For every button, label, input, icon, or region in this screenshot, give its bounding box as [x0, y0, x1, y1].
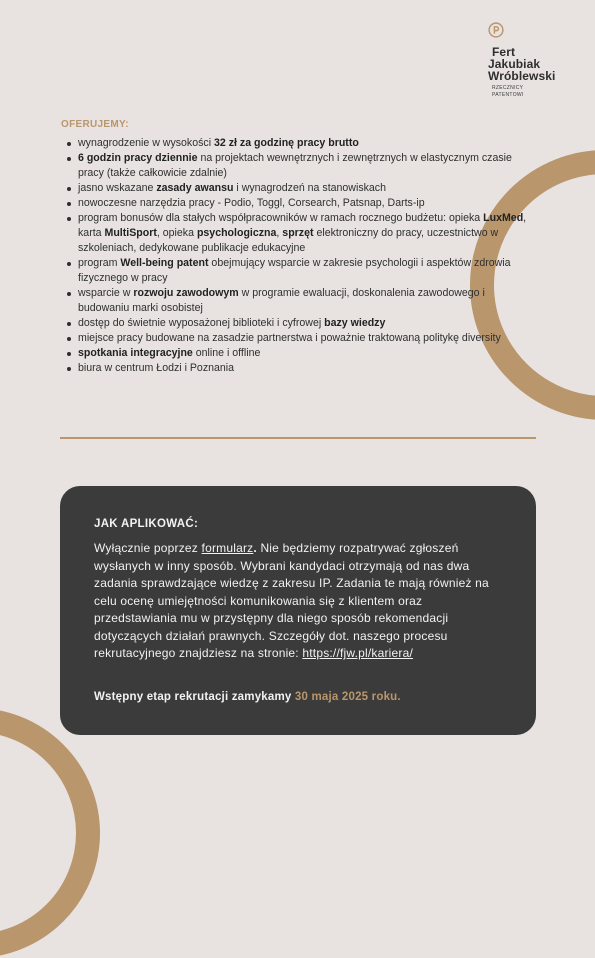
list-item: program Well-being patent obejmujący wsparcie w zakresie psychologii i aspektów zdrowia fizycznego w pracy	[61, 256, 531, 286]
company-logo	[488, 22, 588, 98]
list-item: dostęp do świetnie wyposażonej biblioteki i cyfrowej bazy wiedzy	[61, 316, 531, 331]
list-item: spotkania integracyjne online i offline	[61, 346, 531, 361]
logo-name	[488, 46, 588, 82]
logo-sub-line1: RZECZNICY	[492, 85, 524, 91]
career-url-link[interactable]: https://fjw.pl/kariera/	[302, 646, 414, 660]
section-divider	[60, 437, 536, 439]
list-item: biura w centrum Łodzi i Poznania	[61, 361, 531, 376]
list-item: miejsce pracy budowane na zasadzie partnerstwa i poważnie traktowaną politykę diversity	[61, 331, 531, 346]
offer-list	[61, 136, 531, 376]
form-link[interactable]: formularz	[201, 541, 254, 555]
fjw-logo-mark-icon	[488, 22, 504, 38]
list-item: program bonusów dla stałych współpracowników w ramach rocznego budżetu: opieka LuxMed, karta MultiSport, opieka psychologiczna, sprzęt elektroniczny do pracy, uczestnictwo w szkoleniach, dedykowane publikacje edukacyjne	[61, 211, 531, 256]
logo-name-line1: Fert	[492, 45, 516, 59]
list-item: nowoczesne narzędzia pracy - Podio, Toggl, Corsearch, Patsnap, Darts-ip	[61, 196, 531, 211]
logo-name-line3: Wróblewski	[488, 69, 556, 83]
deadline-date: 30 maja 2025 roku.	[294, 690, 401, 703]
apply-text: Wyłącznie poprzez formularz. Nie będziemy rozpatrywać zgłoszeń wysłanych w inny sposób. Wybrani kandydaci otrzymają od nas dwa zadania sprawdzające wiedzę z zakresu IP. Zadania te mają również na celu ocenę umiejętności komunikowania się z klientem oraz przedstawiania mu w przystępny dla niego sposób rekomendacji dotyczących działań prawnych. Szczegóły dot. naszego procesu rekrutacyjnego znajdziesz na stronie: https://fjw.pl/kariera/	[94, 541, 489, 660]
list-item: wynagrodzenie w wysokości 32 zł za godzinę pracy brutto	[61, 136, 531, 151]
list-item: jasno wskazane zasady awansu i wynagrodzeń na stanowiskach	[61, 181, 531, 196]
apply-box	[60, 486, 536, 735]
offer-title: OFERUJEMY:	[61, 119, 129, 130]
logo-sub-line2: PATENTOWI	[492, 91, 524, 98]
deadline-text: Wstępny etap rekrutacji zamykamy 30 maja 2025 roku.	[94, 690, 401, 703]
decorative-arc-left	[0, 708, 100, 958]
list-item: 6 godzin pracy dziennie na projektach wewnętrznych i zewnętrznych w elastycznym czasie pracy (także całkowicie zdalnie)	[61, 151, 531, 181]
list-item: wsparcie w rozwoju zawodowym w programie ewaluacji, doskonalenia zawodowego i budowaniu marki osobistej	[61, 286, 531, 316]
logo-name-line2: Jakubiak	[488, 57, 541, 71]
apply-title: JAK APLIKOWAĆ:	[94, 518, 199, 530]
logo-subtitle	[488, 85, 588, 98]
